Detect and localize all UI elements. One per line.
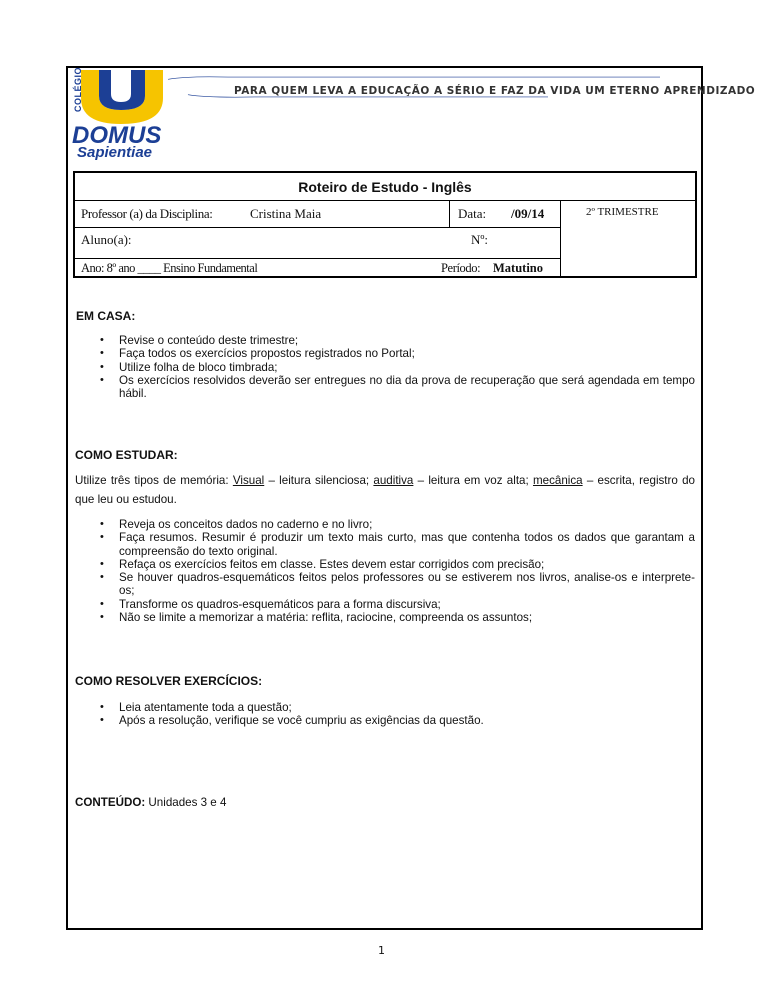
auditory-memory: auditiva (373, 474, 414, 487)
student-label: Aluno(a): (81, 232, 132, 247)
como-estudar-list (75, 518, 695, 624)
list-item: • Reveja os conceitos dados no caderno e no livro; (75, 518, 695, 531)
list-item: • Utilize folha de bloco timbrada; (75, 361, 695, 374)
trimester-label: 2º TRIMESTRE (586, 206, 659, 218)
list-item: • Revise o conteúdo deste trimestre; (75, 334, 695, 347)
professor-name: Cristina Maia (250, 206, 322, 221)
section-heading-conteudo: CONTEÚDO: (75, 796, 146, 809)
logo-emblem-icon (71, 68, 171, 128)
list-item: • Leia atentamente toda a questão; (75, 701, 695, 714)
logo-domus-text: DOMUS (72, 122, 162, 149)
page-number: 1 (378, 944, 385, 957)
list-item: • Os exercícios resolvidos deverão ser entregues no dia da prova de recuperação que será agendada em tempo hábil. (75, 374, 695, 401)
list-item: • Se houver quadros-esquemáticos feitos pelos professores ou se estiverem nos livros, analise-os e interprete-os; (75, 571, 695, 598)
logo-colegio-text: COLÉGIO (73, 66, 83, 112)
grade-label: Ano: 8º ano ____ Ensino Fundamental (81, 261, 258, 275)
period-value: Matutino (493, 261, 543, 275)
em-casa-list (75, 334, 695, 400)
school-logo (71, 68, 171, 163)
divider (449, 200, 450, 228)
period-label: Período: (441, 261, 481, 275)
list-item: • Não se limite a memorizar a matéria: reflita, raciocine, compreenda os assuntos; (75, 611, 695, 624)
professor-label: Professor (a) da Disciplina: (81, 206, 213, 221)
conteudo-value: Unidades 3 e 4 (145, 796, 227, 809)
section-heading-em-casa: EM CASA: (76, 309, 136, 323)
list-item: • Faça todos os exercícios propostos registrados no Portal; (75, 347, 695, 360)
logo-sapientiae-text: Sapientiae (77, 144, 153, 161)
list-item: • Faça resumos. Resumir é produzir um texto mais curto, mas que contenha todos os dados que garantam a compreensão do texto original. (75, 531, 695, 558)
slogan: PARA QUEM LEVA A EDUCAÇÃO A SÉRIO E FAZ DA VIDA UM ETERNO APRENDIZADO (234, 85, 756, 97)
intro-text: – leitura silenciosa; (264, 474, 374, 487)
number-label: Nº: (471, 232, 489, 247)
visual-memory: Visual (232, 474, 265, 487)
intro-text: – leitura em voz alta; (413, 474, 533, 487)
intro-text: Utilize três tipos de memória: (75, 474, 233, 487)
memory-types-paragraph (75, 471, 695, 509)
list-item: • Após a resolução, verifique se você cumpriu as exigências da questão. (75, 714, 695, 727)
section-heading-como-resolver: COMO RESOLVER EXERCÍCIOS: (75, 674, 263, 688)
section-heading-como-estudar: COMO ESTUDAR: (75, 448, 178, 462)
divider (560, 200, 561, 278)
divider (75, 227, 561, 228)
list-item: • Transforme os quadros-esquemáticos para a forma discursiva; (75, 598, 695, 611)
intro-text: – escrita, registro do que leu ou estudou. (75, 474, 695, 506)
mechanical-memory: mecânica (532, 474, 583, 487)
divider (75, 200, 695, 201)
divider (75, 258, 561, 259)
page-title: Roteiro de Estudo - Inglês (298, 179, 472, 195)
list-item: • Refaça os exercícios feitos em classe. Estes devem estar corrigidos com precisão; (75, 558, 695, 571)
date-value: /09/14 (511, 206, 545, 221)
study-guide-header-table (73, 171, 697, 278)
como-resolver-list (75, 701, 695, 728)
conteudo-line (75, 796, 695, 810)
date-label: Data: (458, 206, 487, 221)
